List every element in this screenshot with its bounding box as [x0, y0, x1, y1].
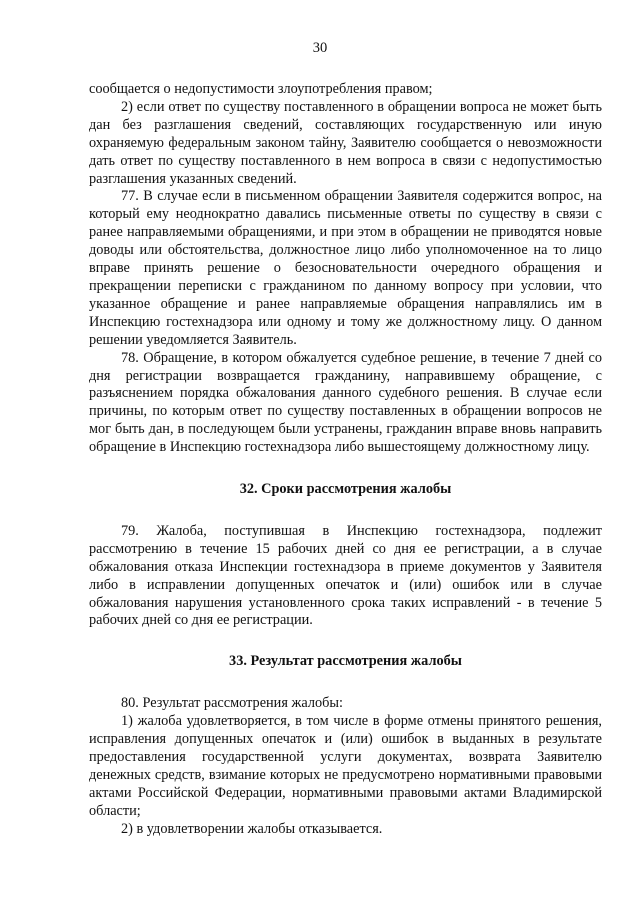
paragraph-item-2: 2) если ответ по существу поставленного в обращении вопроса не может быть дан без разглашения сведений, составляющих государственную или иную охраняемую федеральным законом тайну, Заявителю сообщается о невозможности дать ответ по существу поставленного в нем вопроса в связи с недопустимостью разглашения указанных сведений. — [89, 98, 602, 187]
section-heading-33: 33. Результат рассмотрения жалобы — [229, 653, 462, 670]
paragraph-80-item-1: 1) жалоба удовлетворяется, в том числе в форме отмены принятого решения, исправления допущенных опечаток и (или) ошибок в выданных в результате предоставления государственной услуги документах, возврата Заявителю денежных средств, взимание которых не предусмотрено нормативными правовыми актами Российской Федерации, нормативными правовыми актами Владимирской области; — [89, 713, 602, 819]
paragraph-78: 78. Обращение, в котором обжалуется судебное решение, в течение 7 дней со дня регистрации возвращается гражданину, направившему обращение, с разъяснением порядка обжалования данного судебного решения. В случае если причины, по которым ответ по существу поставленных в обращении вопросов не мог быть дан, в последующем были устранены, гражданин вправе вновь направить обращение в Инспекцию гостехнадзора либо вышестоящему должностному лицу. — [89, 349, 602, 456]
section-heading-32: 32. Сроки рассмотрения жалобы — [239, 481, 452, 498]
paragraph-77: 77. В случае если в письменном обращении Заявителя содержится вопрос, на который ему неоднократно давались письменные ответы по существу в связи с ранее направляемыми обращениями, и при этом в обращении не приводятся новые доводы или обстоятельства, должностное лицо либо уполномоченное на то лицо вправе принять решение о безосновательности очередного обращения и прекращении переписки с гражданином по данному вопросу при условии, что указанное обращение и ранее направляемые обращения направлялись им в Инспекцию гостехнадзора или одному и тому же должностному лицу. О данном решении уведомляется Заявитель. — [89, 188, 602, 348]
paragraph-79: 79. Жалоба, поступившая в Инспекцию гостехнадзора, подлежит рассмотрению в течение 15 рабочих дней со дня ее регистрации, а в случае обжалования отказа Инспекции гостехнадзора в приеме документов у Заявителя либо в исправлении допущенных опечаток и (или) ошибок или в случае обжалования нарушения установленного срока таких исправлений - в течение 5 рабочих дней со дня ее регистрации. — [89, 522, 602, 629]
document-body — [89, 81, 602, 839]
paragraph-80: 80. Результат рассмотрения жалобы: — [121, 695, 343, 712]
paragraph-continuation: сообщается о недопустимости злоупотребления правом; — [89, 81, 433, 97]
paragraph-80-item-2: 2) в удовлетворении жалобы отказывается. — [121, 820, 383, 837]
page-number: 30 — [312, 40, 328, 56]
